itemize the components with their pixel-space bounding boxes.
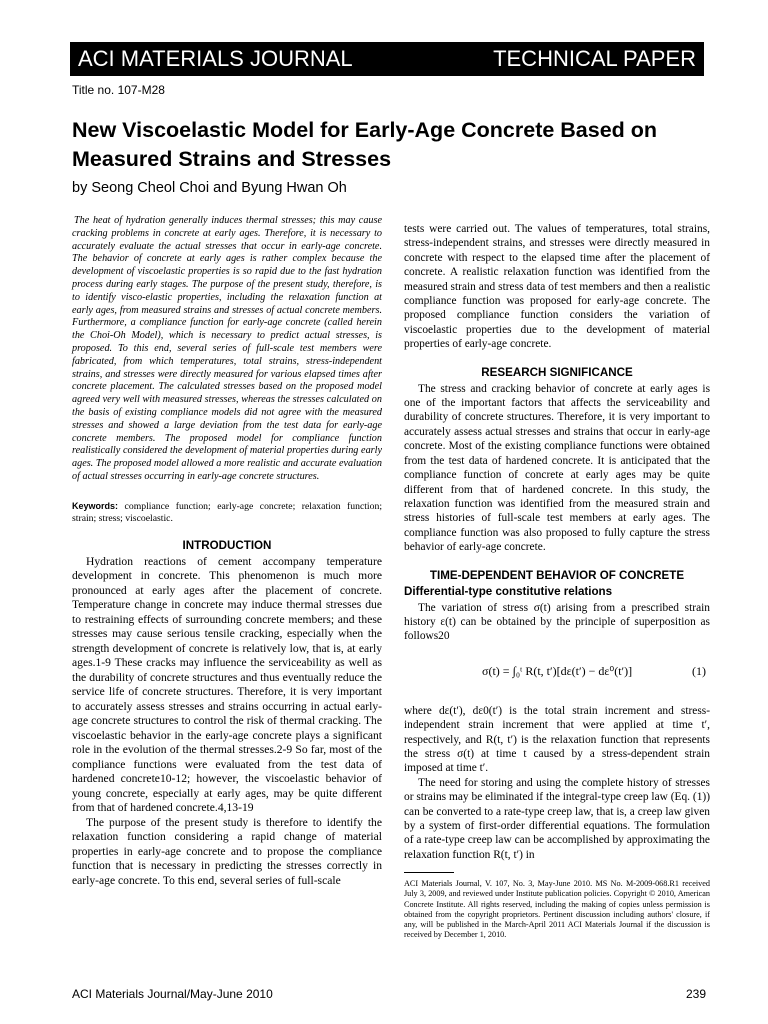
footer-journal: ACI Materials Journal/May-June 2010 [72,987,273,1001]
research-significance-heading: RESEARCH SIGNIFICANCE [481,365,633,379]
authors: by Seong Cheol Choi and Byung Hwan Oh [72,180,347,196]
right-column [404,222,710,940]
paper-title: New Viscoelastic Model for Early-Age Concrete Based on Measured Strains and Stresses [72,118,658,171]
equation-number: (1) [692,663,706,678]
time-dependent-paragraph-1: The variation of stress σ(t) arising from a prescribed strain history ε(t) can be obtained by the principle of superposition as follows20 [404,601,710,643]
equation-1 [404,654,710,694]
abstract: The heat of hydration generally induces thermal stresses; this may cause cracking problems in concrete at early ages. Therefore, it is necessary to accurately evaluate the actual stresses that occur in early-age concrete. The behavior of concrete at early ages is rather complex because the development of viscoelastic properties is so rapid due to the fast hydration process during early stages. The purpose of the present study, therefore, is to identify visco-elastic properties, including the relaxation function at early ages, from measured strains and stresses of actual concrete members. Furthermore, a compliance function for early-age concrete (called herein the Choi-Oh Model), which is necessary to predict actual stresses, is proposed. To this end, several series of full-scale test members were fabricated, from which temperatures, total strains, stress-independent strains, and stresses were directly measured for various elapsed times after concrete placement. The calculated stresses based on the proposed model agreed very well with measured stresses, whereas the stresses calculated on the basis of existing compliance models did not agree with the measured stresses and showed a large deviation from the test data for early-age concrete members. The proposed model for compliance function realistically considered the development of material properties during early ages. The proposed model allowed a more realistic and accurate evaluation of actual stresses occurring in early-age concrete structures. [72,215,382,482]
left-column [72,215,382,888]
footnote: ACI Materials Journal, V. 107, No. 3, May-June 2010. MS No. M-2009-068.R1 received July 3, 2009, and reviewed under Institute publication policies. Copyright © 2010, American Concrete Institute. All rights reserved, including the making of copies unless permission is obtained from the copyright proprietors. Pertinent discussion including authors' closure, if any, will be published in the March-April 2011 ACI Materials Journal if the discussion is received by December 1, 2010. [404,879,710,940]
time-dependent-heading: TIME-DEPENDENT BEHAVIOR OF CONCRETE [429,568,685,582]
title-number: Title no. 107-M28 [72,83,165,97]
paper-type: TECHNICAL PAPER [493,46,696,71]
time-dependent-paragraph-3: The need for storing and using the complete history of stresses or strains may be eliminated if the integral-type creep law (Eq. (1)) can be converted to a rate-type creep law, that is, a creep law given by a system of first-order differential equations. The formulation of a rate-type creep law can be accomplished by approximating the relaxation function R(t, t′) in [404,776,710,861]
continued-paragraph: tests were carried out. The values of temperatures, total strains, stress-independent strains, and stresses were directly measured in concrete with respect to the elapsed time after the placement of concrete. A realistic relaxation function was identified from the measured strain and stress data of test members and then a realistic compliance function was proposed for early-age concrete. The proposed compliance function considers the variation of viscoelastic properties due to the development of material properties of early-age concrete. [404,223,710,351]
journal-header-bar [70,42,704,76]
keywords [72,500,382,525]
journal-name: ACI MATERIALS JOURNAL [78,46,353,71]
time-dependent-paragraph-2: where dε(t′), dε0(t′) is the total strain increment and stress-independent strain increment that were applied at time t′, respectively, and R(t, t′) is the relaxation function that represents the stress σ(t) at time t caused by a stress-dependent strain imposed at time t′. [404,704,710,775]
footnote-rule [404,872,454,873]
introduction-paragraph-2: The purpose of the present study is therefore to identify the relaxation function considering a rapid change of material properties in early-age concrete and to propose the compliance function that is necessary in predicting the stresses correctly in early-age concrete. To this end, several series of full-scale [72,815,382,887]
differential-subheading: Differential-type constitutive relations [404,584,613,598]
equation-expression: σ(t) = ∫₀ᵗ R(t, t′)[dε(t′) − dε⁰(t′)] [482,663,633,678]
keywords-label: Keywords: [72,500,119,511]
research-significance-paragraph: The stress and cracking behavior of concrete at early ages is one of the important factors that affects the serviceability and durability of concrete structures. Therefore, it is very important to accurately assess actual stresses and strains that occur in early-age concrete. Most of the existing compliance functions were obtained from the test data of hardened concrete. It is anticipated that the compliance function of concrete at early ages may be quite different from that of hardened concrete. In this study, the relaxation function was identified from the measured strain and stress histories of full-scale test members at early ages. The compliance function was also proposed to fully capture the stress behavior of early-age concrete. [404,382,710,554]
introduction-heading: INTRODUCTION [182,538,272,552]
introduction-paragraph-1: Hydration reactions of cement accompany temperature development in concrete. This phenomenon is much more pronounced at early ages after the placement of concrete. Temperature change in concrete may induce thermal stresses due to restraining effects of surrounding concrete members; and these stresses may cause serious tensile cracking, especially when the strength development of concrete is relatively low, that is, at early ages.1-9 These cracks may influence the serviceability as well as the durability of concrete structures and thus eventually reduce the service life of concrete structures. Therefore, it is very important to accurately assess stresses and strains occurring in actual early-age concrete structures to control the risk of thermal cracking. The viscoelastic behavior in the early-age concrete plays a significant role in the evolution of the thermal stresses.2-9 So far, most of the compliance functions were evaluated from the test data of hardened concrete10-12; however, the viscoelastic behavior of young concrete, especially at early ages, may be quite different from that of hardened concrete.4,13-19 [72,554,382,815]
page-number: 239 [685,987,706,1001]
keywords-text: compliance function; early-age concrete; relaxation function; strain; stress; viscoelastic. [72,500,383,524]
